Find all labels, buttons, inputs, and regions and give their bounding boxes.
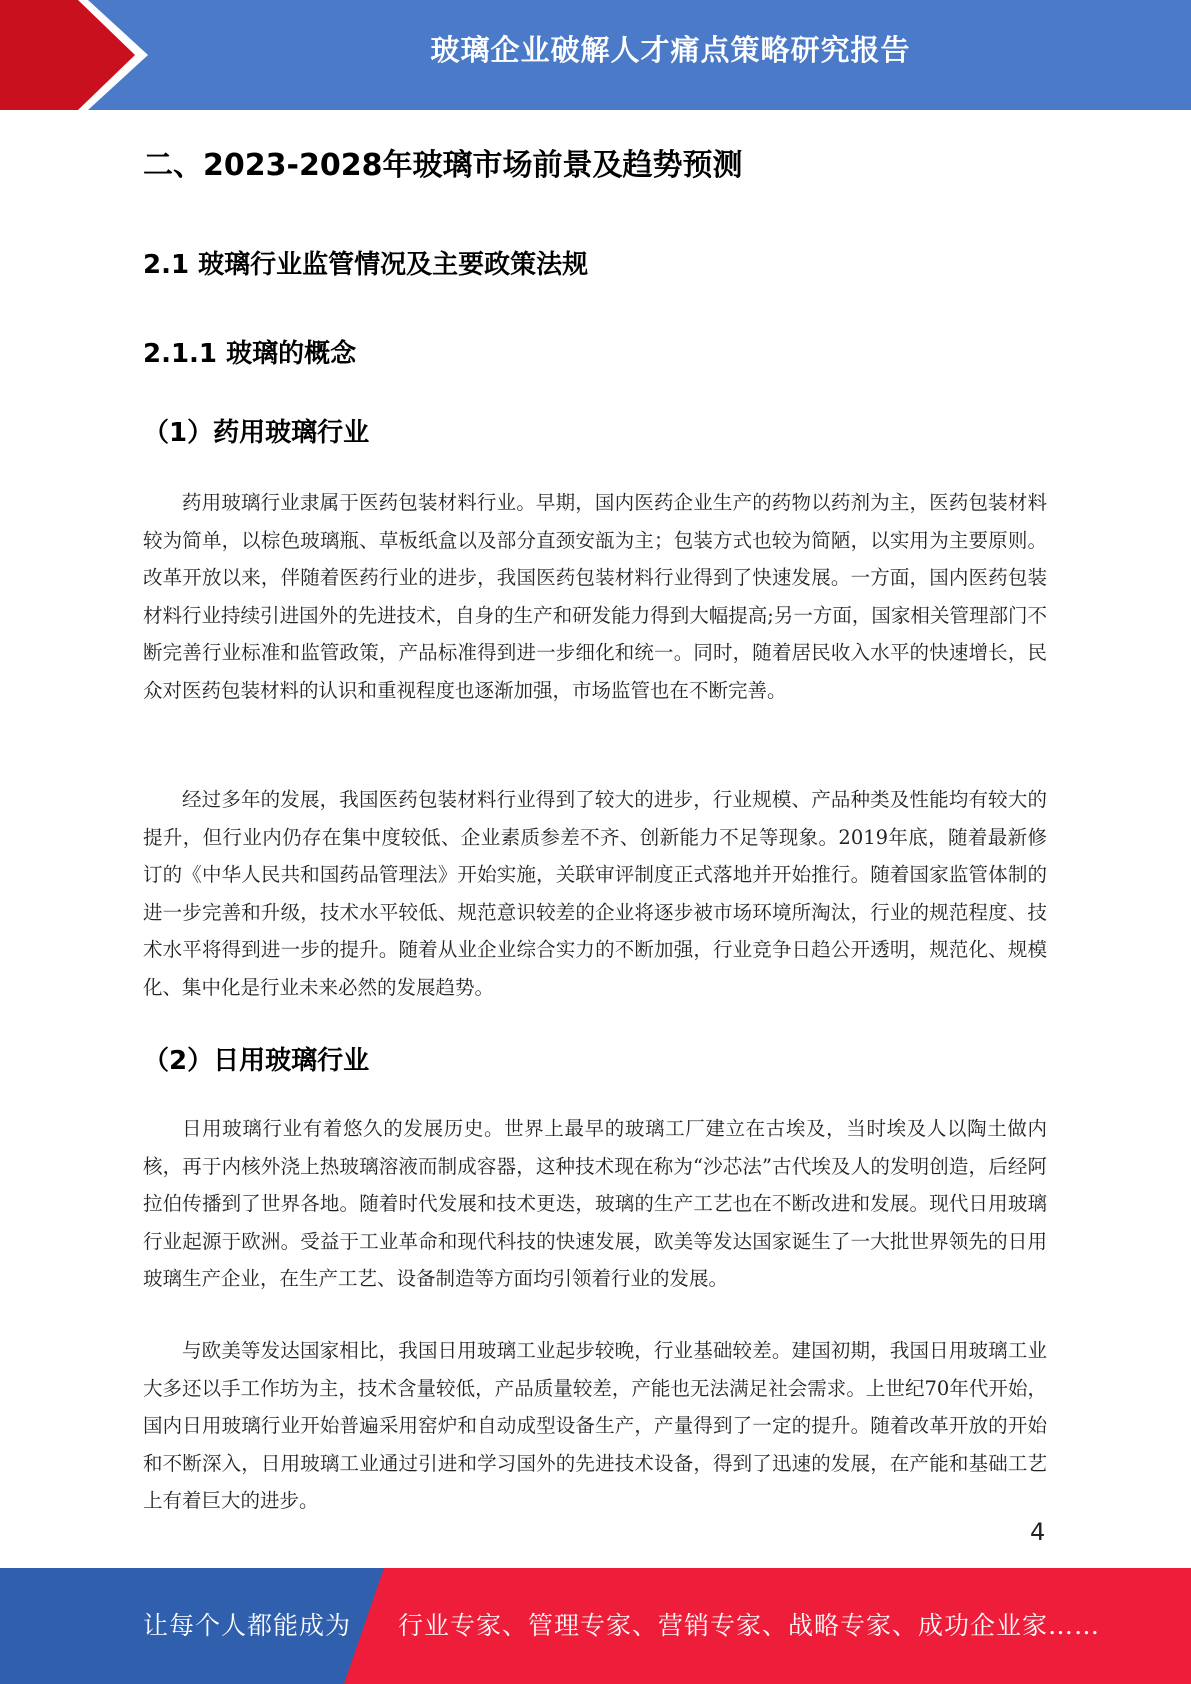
section-heading: 二、2023-2028年玻璃市场前景及趋势预测 xyxy=(143,148,743,183)
topic-heading-pharma-glass: （1）药用玻璃行业 xyxy=(143,418,370,448)
report-title: 玻璃企业破解人才痛点策略研究报告 xyxy=(430,33,911,67)
subsection-heading: 2.1 玻璃行业监管情况及主要政策法规 xyxy=(143,250,589,280)
page-header xyxy=(0,0,1191,110)
paragraph: 日用玻璃行业有着悠久的发展历史。世界上最早的玻璃工厂建立在古埃及，当时埃及人以陶土做内核，再于内核外浇上热玻璃溶液而制成容器，这种技术现在称为“沙芯法”古代埃及人的发明创造，后经阿拉伯传播到了世界各地。随着时代发展和技术更迭，玻璃的生产工艺也在不断改进和发展。现代日用玻璃行业起源于欧洲。受益于工业革命和现代科技的快速发展，欧美等发达国家诞生了一大批世界领先的日用玻璃生产企业，在生产工艺、设备制造等方面均引领着行业的发展。 xyxy=(143,1117,1047,1291)
paragraph: 药用玻璃行业隶属于医药包装材料行业。早期，国内医药企业生产的药物以药剂为主，医药包装材料较为简单，以棕色玻璃瓶、草板纸盒以及部分直颈安瓿为主；包装方式也较为简陋，以实用为主要原则。改革开放以来，伴随着医药行业的进步，我国医药包装材料行业得到了快速发展。一方面，国内医药包装材料行业持续引进国外的先进技术，自身的生产和研发能力得到大幅提高;另一方面，国家相关管理部门不断完善行业标准和监管政策，产品标准得到进一步细化和统一。同时，随着居民收入水平的快速增长，民众对医药包装材料的认识和重视程度也逐渐加强，市场监管也在不断完善。 xyxy=(143,491,1047,702)
footer-slogan: 让每个人都能成为 xyxy=(143,1611,352,1640)
page-number: 4 xyxy=(1030,1518,1046,1546)
sub-subsection-heading: 2.1.1 玻璃的概念 xyxy=(143,339,357,369)
paragraph: 与欧美等发达国家相比，我国日用玻璃工业起步较晚，行业基础较差。建国初期，我国日用玻璃工业大多还以手工作坊为主，技术含量较低，产品质量较差，产能也无法满足社会需求。上世纪70年代开始，国内日用玻璃行业开始普遍采用窑炉和自动成型设备生产，产量得到了一定的提升。随着改革开放的开始和不断深入，日用玻璃工业通过引进和学习国外的先进技术设备，得到了迅速的发展，在产能和基础工艺上有着巨大的进步。 xyxy=(143,1339,1047,1513)
footer-tagline: 行业专家、管理专家、营销专家、战略专家、成功企业家…… xyxy=(398,1611,1101,1640)
paragraph: 经过多年的发展，我国医药包装材料行业得到了较大的进步，行业规模、产品种类及性能均有较大的提升，但行业内仍存在集中度较低、企业素质参差不齐、创新能力不足等现象。2019年底，随着最新修订的《中华人民共和国药品管理法》开始实施，关联审评制度正式落地并开始推行。随着国家监管体制的进一步完善和升级，技术水平较低、规范意识较差的企业将逐步被市场环境所淘汰，行业的规范程度、技术水平将得到进一步的提升。随着从业企业综合实力的不断加强，行业竞争日趋公开透明，规范化、规模化、集中化是行业未来必然的发展趋势。 xyxy=(143,788,1047,999)
topic-heading-daily-glass: （2）日用玻璃行业 xyxy=(143,1046,370,1076)
header-red-chevron xyxy=(0,0,160,110)
page-footer xyxy=(0,1568,1191,1684)
